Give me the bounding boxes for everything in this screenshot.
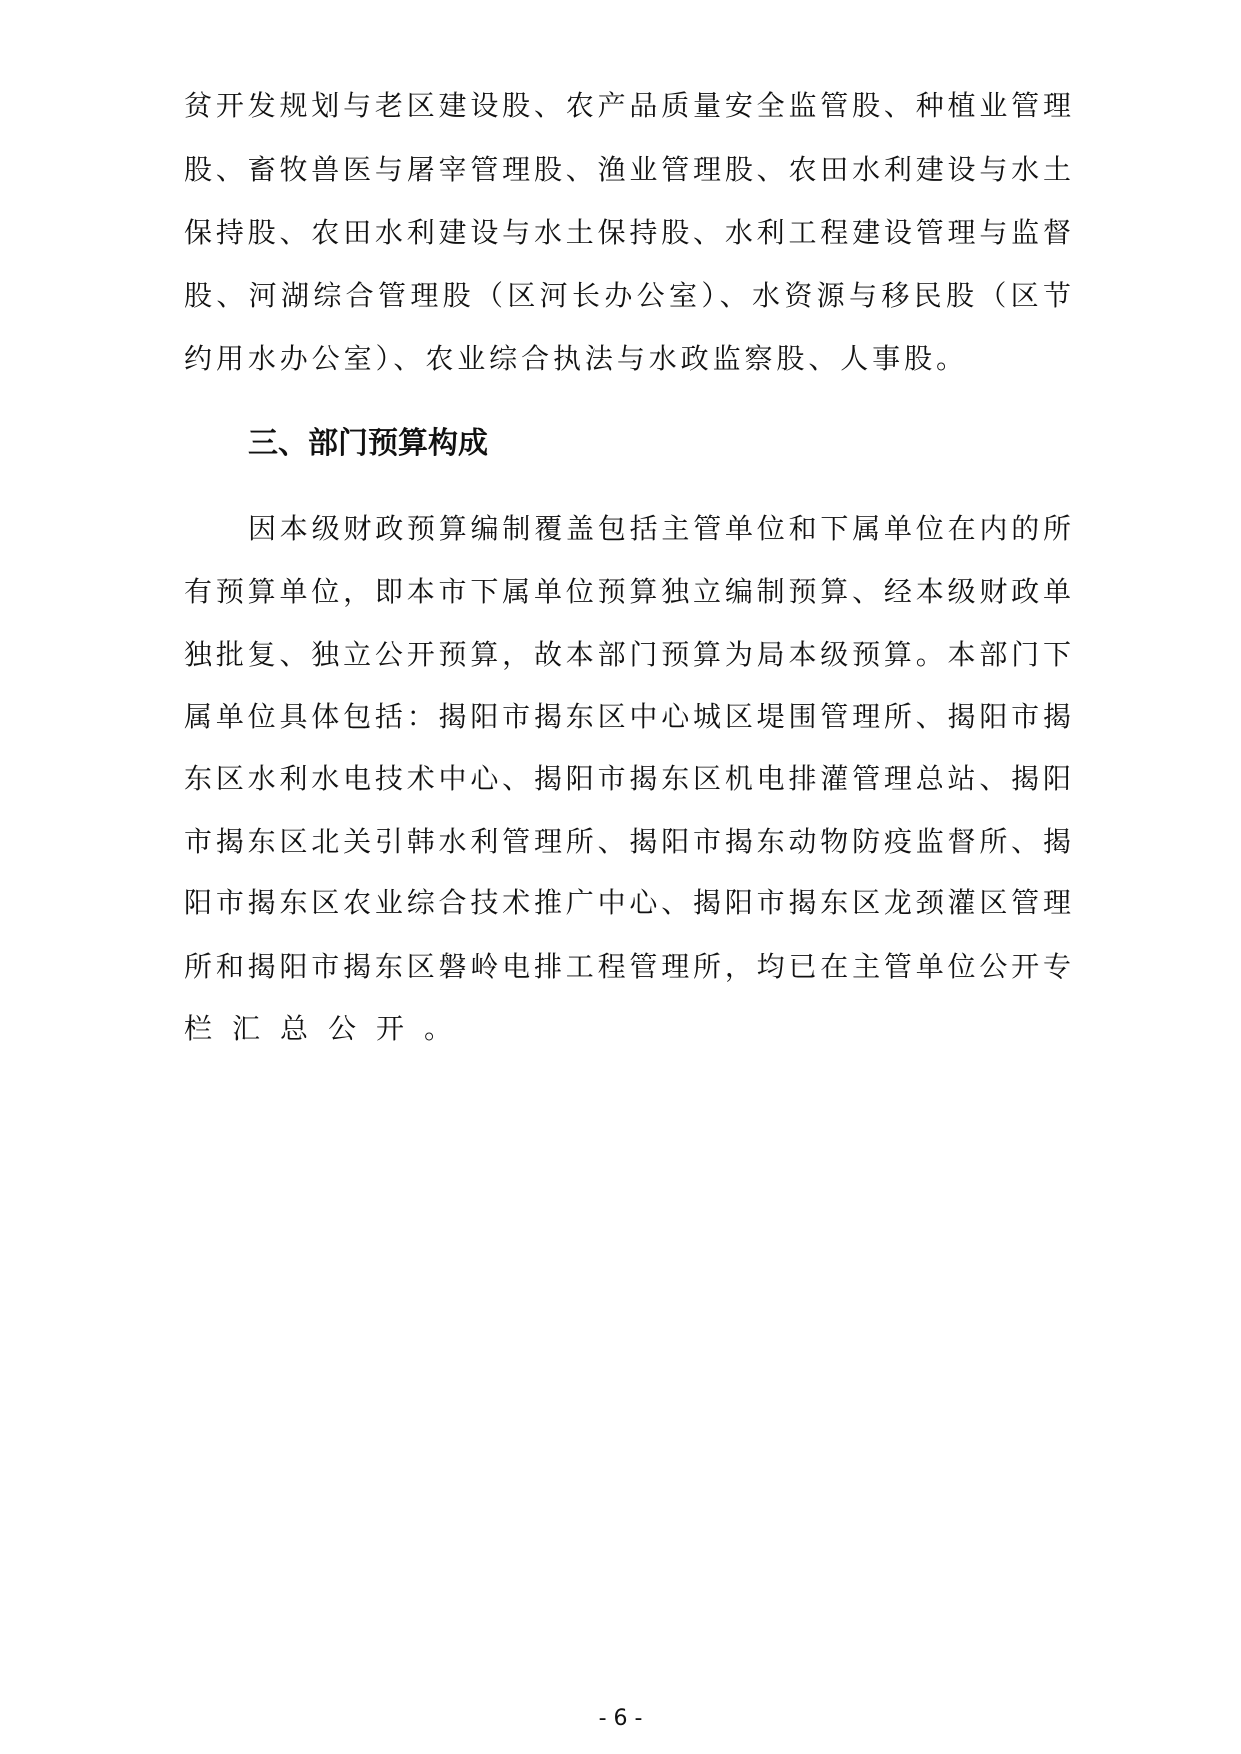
paragraph-line: 股、河湖综合管理股（区河长办公室）、水资源与移民股（区节 (184, 279, 1071, 312)
section-heading: 三、部门预算构成 (248, 426, 488, 461)
paragraph-line: 栏汇总公开。 (184, 1012, 473, 1045)
paragraph-line: 独批复、独立公开预算，故本部门预算为局本级预算。本部门下 (184, 638, 1071, 671)
page-number: - 6 - (598, 1706, 643, 1731)
paragraph-line: 东区水利水电技术中心、揭阳市揭东区机电排灌管理总站、揭阳 (184, 762, 1071, 795)
paragraph-line: 有预算单位，即本市下属单位预算独立编制预算、经本级财政单 (184, 575, 1071, 608)
paragraph-line: 约用水办公室）、农业综合执法与水政监察股、人事股。 (184, 342, 964, 375)
paragraph-line: 属单位具体包括：揭阳市揭东区中心城区堤围管理所、揭阳市揭 (184, 700, 1071, 733)
paragraph-line: 贫开发规划与老区建设股、农产品质量安全监管股、种植业管理 (184, 89, 1071, 122)
paragraph-line: 所和揭阳市揭东区磐岭电排工程管理所，均已在主管单位公开专 (184, 950, 1071, 983)
paragraph-line: 因本级财政预算编制覆盖包括主管单位和下属单位在内的所 (248, 512, 1071, 545)
paragraph-line: 市揭东区北关引韩水利管理所、揭阳市揭东动物防疫监督所、揭 (184, 825, 1071, 858)
paragraph-line: 股、畜牧兽医与屠宰管理股、渔业管理股、农田水利建设与水土 (184, 153, 1071, 186)
paragraph-line: 阳市揭东区农业综合技术推广中心、揭阳市揭东区龙颈灌区管理 (184, 886, 1071, 919)
paragraph-line: 保持股、农田水利建设与水土保持股、水利工程建设管理与监督 (184, 216, 1071, 249)
